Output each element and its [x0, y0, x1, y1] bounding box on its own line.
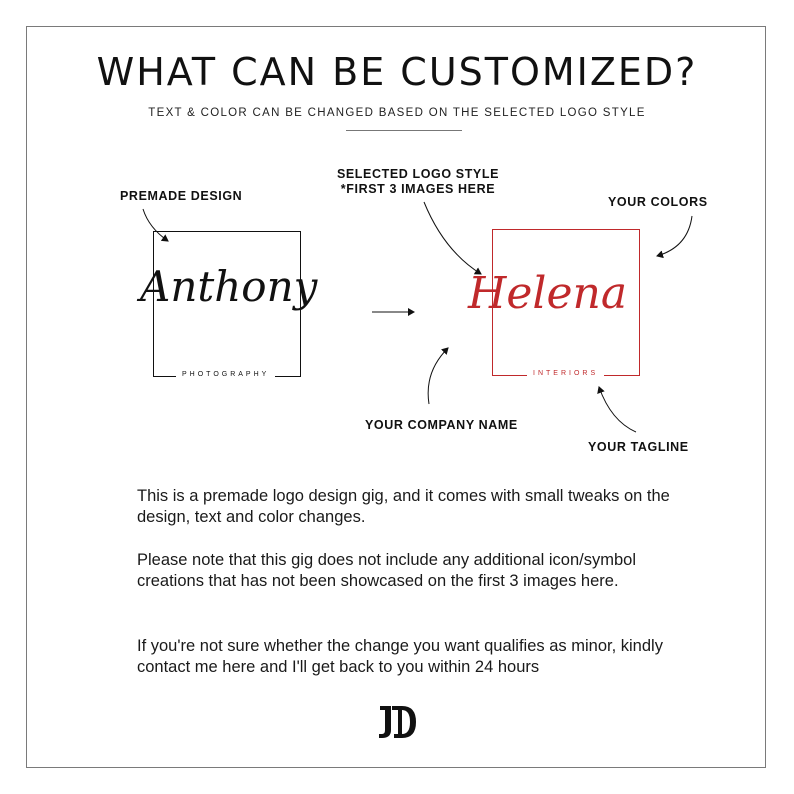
selected-style-arrow-icon: [424, 202, 481, 274]
tagline-arrow-icon: [599, 387, 636, 432]
your-colors-label: YOUR COLORS: [608, 195, 708, 209]
selected-style-label-line1: SELECTED LOGO STYLE: [336, 167, 500, 181]
selected-logo-name: Helena: [468, 268, 628, 319]
jd-monogram-icon: [378, 704, 418, 740]
your-colors-arrow-icon: [657, 216, 692, 256]
selected-logo-tagline: INTERIORS: [527, 370, 604, 377]
description-paragraph-1: This is a premade logo design gig, and it comes with small tweaks on the design, text and color changes.: [137, 487, 670, 526]
premade-logo-tagline: PHOTOGRAPHY: [176, 371, 275, 378]
premade-design-arrow-icon: [143, 209, 168, 241]
description-paragraph-3: If you're not sure whether the change you want qualifies as minor, kindly contact me here and I'll get back to you within 24 hours: [137, 637, 663, 676]
selected-style-label-line2: *FIRST 3 IMAGES HERE: [340, 182, 496, 196]
page-title: WHAT CAN BE CUSTOMIZED?: [96, 50, 698, 94]
premade-logo-name: Anthony: [140, 262, 318, 311]
company-name-label: YOUR COMPANY NAME: [365, 418, 518, 432]
your-tagline-label: YOUR TAGLINE: [588, 440, 689, 454]
page-subtitle: TEXT & COLOR CAN BE CHANGED BASED ON THE SELECTED LOGO STYLE: [148, 107, 646, 119]
description-paragraph-2: Please note that this gig does not include any additional icon/symbol creations that has not been showcased on the first 3 images here.: [137, 551, 636, 590]
company-name-arrow-icon: [428, 348, 448, 404]
premade-design-label: PREMADE DESIGN: [120, 189, 243, 203]
